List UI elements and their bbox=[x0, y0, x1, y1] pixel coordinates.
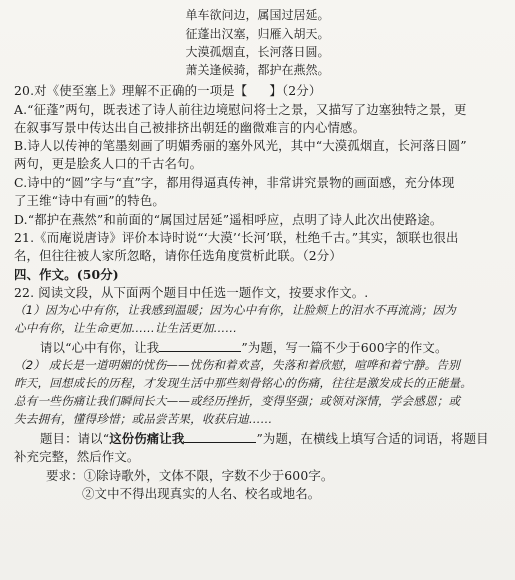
q22-passage-1-line-1: （1）因为心中有你，让我感到温暖；因为心中有你，让脸颊上的泪水不再流淌；因为 bbox=[14, 303, 457, 317]
q20-option-d: D.“都护在燕然”和前面的“属国过居延”遥相呼应，点明了诗人此次出使路途。 bbox=[14, 212, 443, 227]
q20-option-b-line-1: B.诗人以传神的笔墨刻画了明媚秀丽的塞外风光，其中“大漠孤烟直，长河落日圆” bbox=[14, 138, 467, 153]
q22-requirement-1: 要求：①除诗歌外，文体不限，字数不少于600字。 bbox=[46, 468, 334, 483]
q20-option-c-line-2: 了王维“诗中有画”的特色。 bbox=[14, 193, 165, 208]
section-4-title: 四、作文。(50分) bbox=[14, 267, 119, 282]
q22-passage-1-line-2: 心中有你，让生命更加……让生活更加…… bbox=[14, 321, 238, 335]
q20-stem-score: 】（2分） bbox=[269, 83, 322, 98]
q20-stem-text: 20.对《使至塞上》理解不正确的一项是【 bbox=[14, 83, 248, 98]
q20-stem bbox=[14, 82, 502, 99]
q22-prompt-1-text-b: ”为题，写一篇不少于600字的作文。 bbox=[241, 340, 448, 355]
poem-line-1: 单车欲问边，属国过居延。 bbox=[185, 8, 330, 22]
q20-option-a-line-1: A.“征蓬”两句，既表述了诗人前往边境慰问将士之景，又描写了边塞独特之景，更 bbox=[14, 102, 467, 117]
q20-option-a-line-2: 在叙事写景中传达出自己被排挤出朝廷的幽微难言的内心情感。 bbox=[14, 120, 366, 135]
q20-option-b-line-2: 两句，更是脍炙人口的千古名句。 bbox=[14, 156, 203, 171]
q21-line-2: 名，但往往被人家所忽略，请你任选角度赏析此联。（2分） bbox=[14, 248, 342, 263]
q22-passage-2-line-1: （2） 成长是一道明媚的忧伤——忧伤和着欢喜，失落和着欣慰，喧哗和着宁静。告别 bbox=[14, 358, 460, 372]
q22-stem: 22. 阅读文段，从下面两个题目中任选一题作文，按要求作文。. bbox=[14, 285, 369, 300]
q22-prompt-1 bbox=[40, 339, 502, 356]
q21-line-1: 21.《而庵说唐诗》评价本诗时说“‘大漠’‘长河’联，杜绝千古。”其实，颔联也很出 bbox=[14, 230, 459, 245]
q22-passage-2-line-3: 总有一些伤痛让我们瞬间长大——或经历挫折，变得坚强；或领对深情，学会感恩；或 bbox=[14, 394, 461, 408]
q22-requirement-2: ②文中不得出现真实的人名、校名或地名。 bbox=[82, 486, 321, 501]
q22-topic-2-line-2: 补充完整，然后作文。 bbox=[14, 449, 140, 464]
q20-option-c-line-1: C.诗中的“圆”字与“直”字，都用得逼真传神，非常讲究景物的画面感，充分体现 bbox=[14, 175, 455, 190]
poem-line-3: 大漠孤烟直，长河落日圆。 bbox=[185, 45, 330, 59]
poem-line-2: 征蓬出汉塞，归雁入胡天。 bbox=[185, 27, 330, 41]
q22-passage-2-line-4: 失去拥有，懂得珍惜；或品尝苦果，收获启迪…… bbox=[14, 412, 273, 426]
q22-passage-2-line-2: 昨天，回想成长的历程，才发现生活中那些刻骨铭心的伤痛，往往是激发成长的正能量。 bbox=[14, 376, 473, 390]
q22-prompt-1-blank bbox=[159, 339, 241, 352]
q22-topic-2-blank bbox=[184, 430, 256, 443]
q22-topic-2-bold: 这份伤痛让我 bbox=[109, 431, 185, 446]
q22-prompt-1-text-a: 请以“心中有你，让我 bbox=[40, 340, 160, 355]
q22-topic-2-text-a: 题目：请以“ bbox=[40, 431, 110, 446]
q22-topic-2-text-b: ”为题，在横线上填写合适的词语，将题目 bbox=[256, 431, 489, 446]
q22-topic-2 bbox=[40, 430, 502, 447]
poem-line-4: 萧关逢候骑，都护在燕然。 bbox=[185, 63, 330, 77]
